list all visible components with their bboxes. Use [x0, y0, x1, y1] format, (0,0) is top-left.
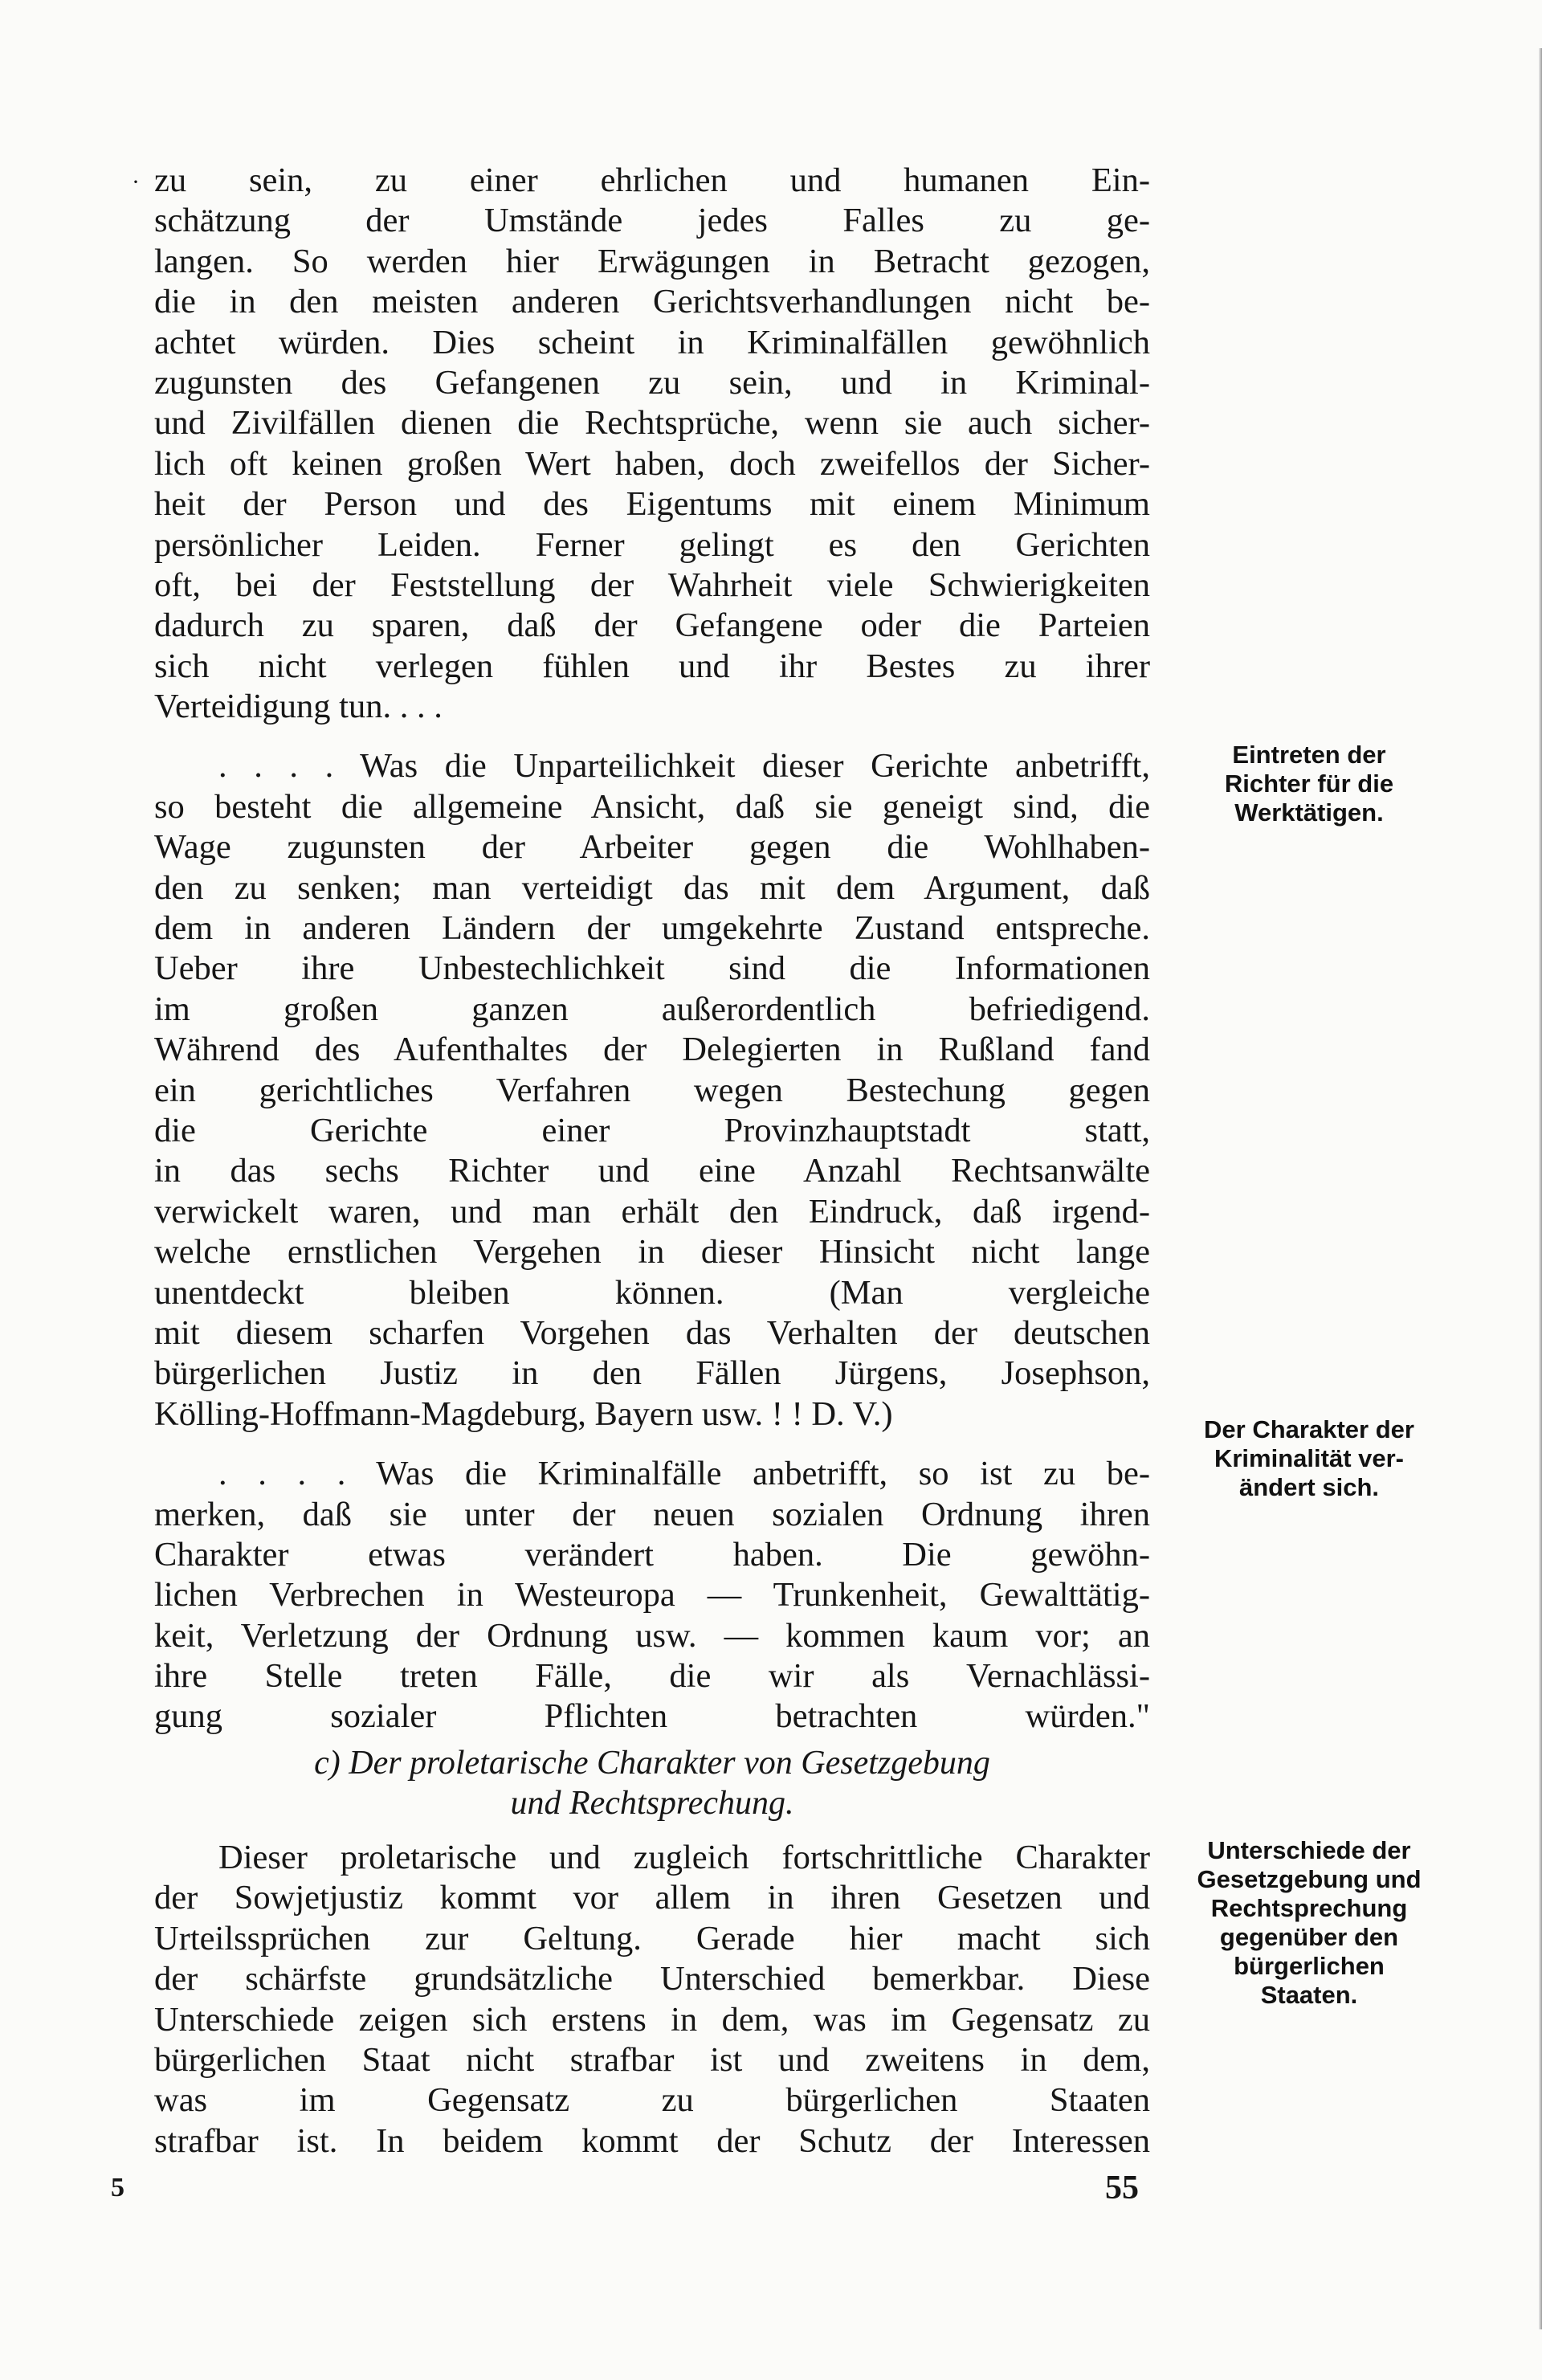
text-line: der schärfste grundsätzliche Unterschied bemerkbar. Diese	[154, 1960, 1150, 1998]
text-line: Verteidigung tun. . . .	[154, 688, 443, 726]
margin-note-line: ändert sich.	[1239, 1473, 1379, 1501]
margin-note-line: Werktätigen.	[1234, 798, 1384, 827]
text-line: keit, Verletzung der Ordnung usw. — kommen kaum vor; an	[154, 1616, 1150, 1655]
paragraph	[154, 746, 1150, 1435]
margin-note	[1165, 1836, 1454, 2010]
printer-signature: 5	[111, 2173, 124, 2202]
text-line: Dieser proletarische und zugleich fortschrittliche Charakter	[218, 1839, 1150, 1876]
text-line: so besteht die allgemeine Ansicht, daß sie geneigt sind, die	[154, 787, 1150, 826]
text-line: lichen Verbrechen in Westeuropa — Trunkenheit, Gewalttätig-	[154, 1576, 1150, 1615]
text-line: merken, daß sie unter der neuen sozialen Ordnung ihren	[154, 1495, 1150, 1533]
text-line: . . . . Was die Kriminalfälle anbetrifft, so ist zu be-	[218, 1455, 1150, 1493]
margin-note-line: Der Charakter der	[1204, 1415, 1414, 1443]
text-line: Unterschiede zeigen sich erstens in dem, was im Gegensatz zu	[154, 2000, 1150, 2039]
paragraph	[154, 1838, 1150, 2162]
text-line: . . . . Was die Unparteilichkeit dieser Gerichte anbetrifft,	[218, 747, 1150, 786]
section-heading	[154, 1743, 1150, 1823]
text-line: zu sein, zu einer ehrlichen und humanen Ein-	[154, 161, 1150, 199]
text-line: bürgerlichen Justiz in den Fällen Jürgens, Josephson,	[154, 1354, 1150, 1393]
text-line: Während des Aufenthaltes der Delegierten in Rußland fand	[154, 1031, 1150, 1069]
paragraph	[154, 1454, 1150, 1737]
margin-note	[1165, 1415, 1454, 1502]
margin-note-line: Staaten.	[1260, 1981, 1358, 2009]
text-line: Wage zugunsten der Arbeiter gegen die Wohlhaben-	[154, 828, 1150, 867]
text-line: zugunsten des Gefangenen zu sein, und in Kriminal-	[154, 363, 1150, 402]
margin-note-line: Kriminalität ver-	[1214, 1444, 1404, 1472]
text-line: dem in anderen Ländern der umgekehrte Zustand entspreche.	[154, 909, 1150, 948]
text-line: Urteilssprüchen zur Geltung. Gerade hier macht sich	[154, 1919, 1150, 1957]
text-line: langen. So werden hier Erwägungen in Betracht gezogen,	[154, 242, 1150, 280]
section-heading-line: c) Der proletarische Charakter von Gesetzgebung	[314, 1745, 990, 1782]
text-line: lich oft keinen großen Wert haben, doch zweifellos der Sicher-	[154, 444, 1150, 483]
text-line: gung sozialer Pflichten betrachten würden."	[154, 1697, 1150, 1736]
text-line: ihre Stelle treten Fälle, die wir als Vernachlässi-	[154, 1657, 1150, 1696]
text-line: dadurch zu sparen, daß der Gefangene oder die Parteien	[154, 606, 1150, 645]
text-line: unentdeckt bleiben können. (Man vergleiche	[154, 1273, 1150, 1312]
text-line: und Zivilfällen dienen die Rechtsprüche, wenn sie auch sicher-	[154, 404, 1150, 443]
margin-note-line: Richter für die	[1224, 770, 1394, 798]
text-line: Kölling-Hoffmann-Magdeburg, Bayern usw. ! ! D. V.)	[154, 1394, 893, 1433]
text-line: schätzung der Umstände jedes Falles zu ge-	[154, 202, 1150, 240]
text-line: strafbar ist. In beidem kommt der Schutz der Interessen	[154, 2121, 1150, 2160]
text-line: sich nicht verlegen fühlen und ihr Bestes zu ihrer	[154, 647, 1150, 685]
text-line: bürgerlichen Staat nicht strafbar ist und zweitens in dem,	[154, 2040, 1150, 2079]
text-line: oft, bei der Feststellung der Wahrheit viele Schwierigkeiten	[154, 565, 1150, 604]
margin-note-line: Gesetzgebung und	[1197, 1865, 1422, 1893]
text-line: den zu senken; man verteidigt das mit dem Argument, daß	[154, 868, 1150, 907]
margin-note-line: Eintreten der	[1232, 741, 1386, 769]
section-heading-line: und Rechtsprechung.	[510, 1785, 794, 1822]
text-line: welche ernstlichen Vergehen in dieser Hinsicht nicht lange	[154, 1233, 1150, 1272]
text-line: im großen ganzen außerordentlich befriedigend.	[154, 990, 1150, 1028]
margin-note-line: Unterschiede der	[1207, 1836, 1411, 1864]
text-line: was im Gegensatz zu bürgerlichen Staaten	[154, 2081, 1150, 2120]
page-edge-shadow	[1539, 48, 1542, 2329]
text-line: mit diesem scharfen Vorgehen das Verhalten der deutschen	[154, 1313, 1150, 1352]
text-line: heit der Person und des Eigentums mit einem Minimum	[154, 485, 1150, 524]
text-line: Charakter etwas verändert haben. Die gewöhn-	[154, 1535, 1150, 1574]
page-number: 55	[1105, 2170, 1139, 2207]
text-line: verwickelt waren, und man erhält den Eindruck, daß irgend-	[154, 1192, 1150, 1231]
text-line: in das sechs Richter und eine Anzahl Rechtsanwälte	[154, 1152, 1150, 1190]
text-line: der Sowjetjustiz kommt vor allem in ihren Gesetzen und	[154, 1879, 1150, 1917]
text-line: die Gerichte einer Provinzhauptstadt statt,	[154, 1111, 1150, 1149]
text-line: ein gerichtliches Verfahren wegen Bestechung gegen	[154, 1071, 1150, 1109]
margin-note-line: bürgerlichen	[1234, 1952, 1385, 1980]
stray-mark: ·	[132, 169, 140, 195]
paragraph	[154, 161, 1150, 727]
text-line: achtet würden. Dies scheint in Kriminalfällen gewöhnlich	[154, 323, 1150, 361]
text-line: die in den meisten anderen Gerichtsverhandlungen nicht be-	[154, 283, 1150, 321]
text-line: Ueber ihre Unbestechlichkeit sind die Informationen	[154, 949, 1150, 988]
margin-note-line: Rechtsprechung	[1210, 1894, 1408, 1922]
margin-note-line: gegenüber den	[1219, 1923, 1399, 1951]
main-text-column	[154, 161, 1150, 1737]
margin-note	[1165, 741, 1454, 827]
text-line: persönlicher Leiden. Ferner gelingt es den Gerichten	[154, 525, 1150, 564]
